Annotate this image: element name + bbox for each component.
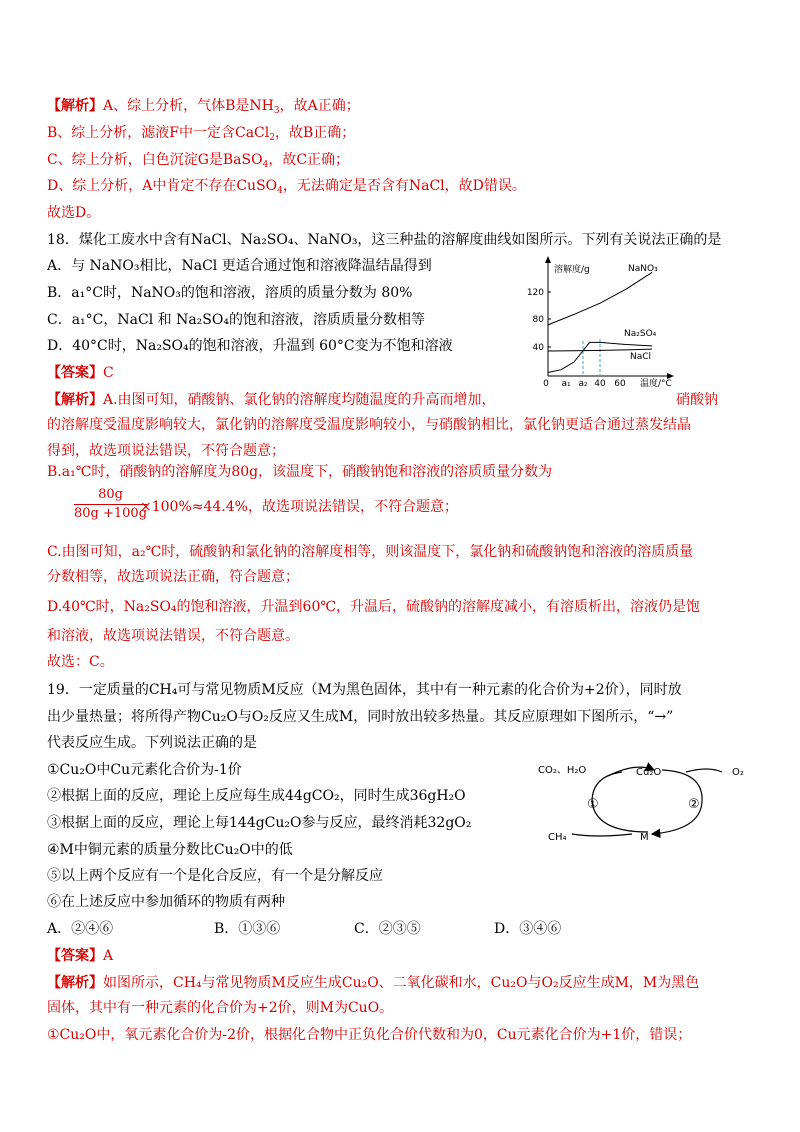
label-reaction-2: ② — [688, 797, 700, 812]
reaction-cycle-diagram — [536, 758, 752, 854]
analysis-18-line-1: 【解析】A.由图可知，硝酸钠、氯化钠的溶解度均随温度的升高而增加， — [47, 392, 496, 408]
x-tick-60: 60 — [614, 379, 626, 389]
y-axis-arrow — [545, 256, 551, 263]
series-label-nano3: NaNO₃ — [628, 264, 658, 274]
statement-4: ④M中铜元素的质量分数比Cu₂O中的低 — [47, 842, 293, 858]
y-tick-80: 80 — [532, 315, 544, 325]
analysis-18-line-2: 的溶解度受温度影响较大，氯化钠的溶解度受温度影响较小，与硝酸钠相比，氯化钠更适合通过蒸发结晶 — [47, 417, 691, 433]
analysis-line-a: 【解析】A、综上分析，气体B是$NH_3$，故A正确； — [47, 98, 360, 116]
question-18-option-c: C．a₁°C，NaCl 和 Na₂SO₄的饱和溶液，溶质质量分数相等 — [47, 312, 425, 328]
analysis-line-c: C、综上分析，白色沉淀G是BaSO$_4$，故C正确； — [47, 152, 350, 170]
x-axis-label: 温度/°C — [640, 379, 672, 389]
analysis-18-line-8: D.40℃时，Na₂SO₄的饱和溶液，升温到60℃，升温后，硫酸钠的溶解度减小，有溶质析出，溶液仍是饱 — [47, 599, 701, 615]
statement-2: ②根据上面的反应，理论上反应每生成44gCO₂，同时生成36gH₂O — [47, 788, 466, 804]
statement-1: ①Cu₂O中Cu元素化合价为-1价 — [47, 762, 242, 778]
analysis-19-line-2: 固体，其中有一种元素的化合价为+2价，则M为CuO。 — [47, 1000, 394, 1016]
right-cycle-from-o2 — [686, 769, 722, 772]
analysis-18-line-4: B.a₁℃时，硝酸钠的溶解度为80g，该温度下，硝酸钠饱和溶液的溶质质量分数为 — [47, 464, 553, 480]
question-18-stem: 18．煤化工废水中含有NaCl、Na₂SO₄、NaNO₃，这三种盐的溶解度曲线如图所示。下列有关说法正确的是 — [47, 232, 722, 248]
y-tick-40: 40 — [532, 343, 544, 353]
left-cycle-from-ch4 — [572, 834, 632, 836]
x-tick-a1: a₁ — [561, 379, 571, 389]
label-reaction-1: ① — [587, 797, 599, 812]
y-axis-label: 溶解度/g — [554, 265, 590, 275]
label-ch4: CH₄ — [548, 832, 567, 843]
analysis-18-line-10: 故选：C。 — [47, 654, 114, 670]
label-cu2o: Cu₂O — [636, 767, 662, 778]
question-18-option-a: A．与 NaNO₃相比，NaCl 更适合通过饱和溶液降温结晶得到 — [47, 258, 432, 274]
analysis-line-d: D、综上分析，A中肯定不存在CuSO$_4$，无法确定是否含有NaCl，故D错误。 — [47, 178, 526, 196]
choice-d: D．③④⑥ — [494, 921, 562, 937]
series-label-nacl: NaCl — [630, 352, 652, 362]
fraction-numerator: 80g — [74, 486, 147, 505]
statement-3: ③根据上面的反应，理论上每144gCu₂O参与反应，最终消耗32gO₂ — [47, 815, 472, 831]
analysis-18-line-5: ×100%≈44.4%，故选项说法错误，不符合题意； — [140, 499, 458, 515]
analysis-18-line-1b: 硝酸钠 — [676, 392, 718, 408]
analysis-18-line-6: C.由图可知，a₂℃时，硫酸钠和氯化钠的溶解度相等，则该温度下，氯化钠和硫酸钠饱和溶液的溶质质量 — [47, 544, 694, 560]
solubility-chart — [520, 252, 680, 390]
analysis-19-line-1: 【解析】如图所示，CH₄与常见物质M反应生成Cu₂O、二氧化碳和水，Cu₂O与O₂反应生成M，M为黑色 — [47, 975, 700, 991]
question-18-option-b: B．a₁°C时，NaNO₃的饱和溶液，溶质的质量分数为 80% — [47, 285, 413, 301]
analysis-18-line-7: 分数相等，故选项说法正确，符合题意； — [47, 569, 299, 585]
question-19-line-1: 19．一定质量的CH₄可与常见物质M反应（M为黑色固体，其中有一种元素的化合价为+2价），同时放 — [47, 682, 682, 698]
choice-a: A．②④⑥ — [47, 921, 114, 937]
answer-18: 【答案】C — [47, 365, 114, 381]
fraction-denominator: 80g +100g — [74, 506, 148, 521]
analysis-19-line-3: ①Cu₂O中，氧元素化合价为-2价，根据化合物中正负化合价代数和为0，Cu元素化合价为+1价，错误； — [47, 1027, 692, 1043]
choice-b: B．①③⑥ — [214, 921, 281, 937]
label-co2-h2o: CO₂、H₂O — [538, 765, 587, 776]
left-cycle-arc — [592, 772, 648, 832]
conclusion-line: 故选D。 — [47, 205, 101, 221]
question-19-line-3: 代表反应生成。下列说法正确的是 — [47, 735, 257, 751]
analysis-18-line-9: 和溶液，故选项说法错误，不符合题意。 — [47, 628, 299, 644]
y-tick-120: 120 — [526, 288, 544, 298]
label-o2: O₂ — [732, 767, 744, 778]
x-tick-a2: a₂ — [578, 379, 588, 389]
answer-19: 【答案】A — [47, 948, 114, 964]
analysis-line-b: B、综上分析，滤液F中一定含CaCl$_2$，故B正确； — [47, 125, 356, 143]
choice-c: C．②③⑤ — [354, 921, 421, 937]
x-tick-40: 40 — [594, 379, 606, 389]
statement-5: ⑤以上两个反应有一个是化合反应，有一个是分解反应 — [47, 868, 383, 884]
x-tick-0: 0 — [543, 379, 549, 389]
nano3-curve — [548, 272, 652, 325]
question-18-option-d: D．40°C时，Na₂SO₄的饱和溶液，升温到 60°C变为不饱和溶液 — [47, 338, 453, 354]
question-19-line-2: 出少量热量；将所得产物Cu₂O与O₂反应又生成M，同时放出较多热量。其反应原理如下图所示，“→” — [47, 709, 674, 725]
statement-6: ⑥在上述反应中参加循环的物质有两种 — [47, 894, 285, 910]
fraction — [74, 486, 147, 523]
analysis-18-line-3: 得到，故选项说法错误，不符合题意； — [47, 443, 285, 459]
label-m: M — [640, 832, 649, 843]
series-label-na2so4: Na₂SO₄ — [624, 329, 657, 339]
